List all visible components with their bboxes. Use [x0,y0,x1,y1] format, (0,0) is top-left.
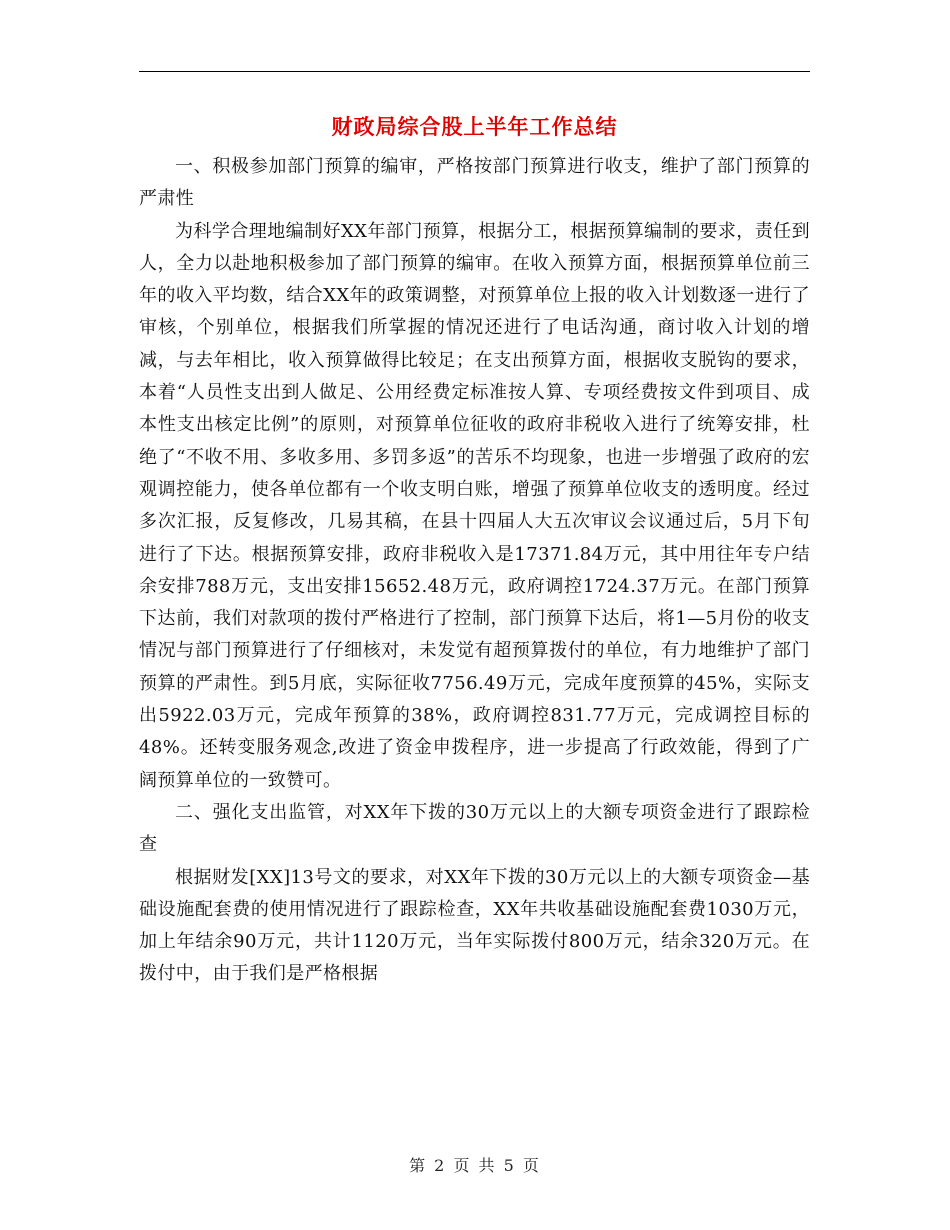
document-body [139,151,810,991]
paragraph-1: 为科学合理地编制好XX年部门预算，根据分工，根据预算编制的要求，责任到人，全力以赴地积极参加了部门预算的编审。在收入预算方面，根据预算单位前三年的收入平均数，结合XX年的政策调整，对预算单位上报的收入计划数逐一进行了审核，个别单位，根据我们所掌握的情况还进行了电话沟通，商讨收入计划的增减，与去年相比，收入预算做得比较足；在支出预算方面，根据收支脱钩的要求，本着“人员性支出到人做足、公用经费定标准按人算、专项经费按文件到项目、成本性支出核定比例”的原则，对预算单位征收的政府非税收入进行了统筹安排，杜绝了“不收不用、多收多用、多罚多返”的苦乐不均现象，也进一步增强了政府的宏观调控能力，使各单位都有一个收支明白账，增强了预算单位收支的透明度。经过多次汇报，反复修改，几易其稿，在县十四届人大五次审议会议通过后，5月下旬进行了下达。根据预算安排，政府非税收入是17371.84万元，其中用往年专户结余安排788万元，支出安排15652.48万元，政府调控1724.37万元。在部门预算下达前，我们对款项的拨付严格进行了控制，部门预算下达后，将1—5月份的收支情况与部门预算进行了仔细核对，未发觉有超预算拨付的单位，有力地维护了部门预算的严肃性。到5月底，实际征收7756.49万元，完成年度预算的45%，实际支出5922.03万元，完成年预算的38%，政府调控831.77万元，完成调控目标的48%。还转变服务观念,改进了资金申拨程序，进一步提高了行政效能，得到了广阔预算单位的一致赞可。 [139,220,810,791]
page-number: 第 2 页 共 5 页 [409,1156,541,1175]
document-title: 财政局综合股上半年工作总结 [331,114,618,139]
section-heading-2: 二、强化支出监管，对XX年下拨的30万元以上的大额专项资金进行了跟踪检查 [139,801,810,856]
header-rule [139,71,810,72]
section-heading-1: 一、积极参加部门预算的编审，严格按部门预算进行收支，维护了部门预算的严肃性 [139,156,810,210]
paragraph-2: 根据财发[XX]13号文的要求，对XX年下拨的30万元以上的大额专项资金—基础设施配套费的使用情况进行了跟踪检查，XX年共收基础设施配套费1030万元，加上年结余90万元，共计1120万元，当年实际拨付800万元，结余320万元。在拨付中，由于我们是严格根据 [139,866,810,985]
